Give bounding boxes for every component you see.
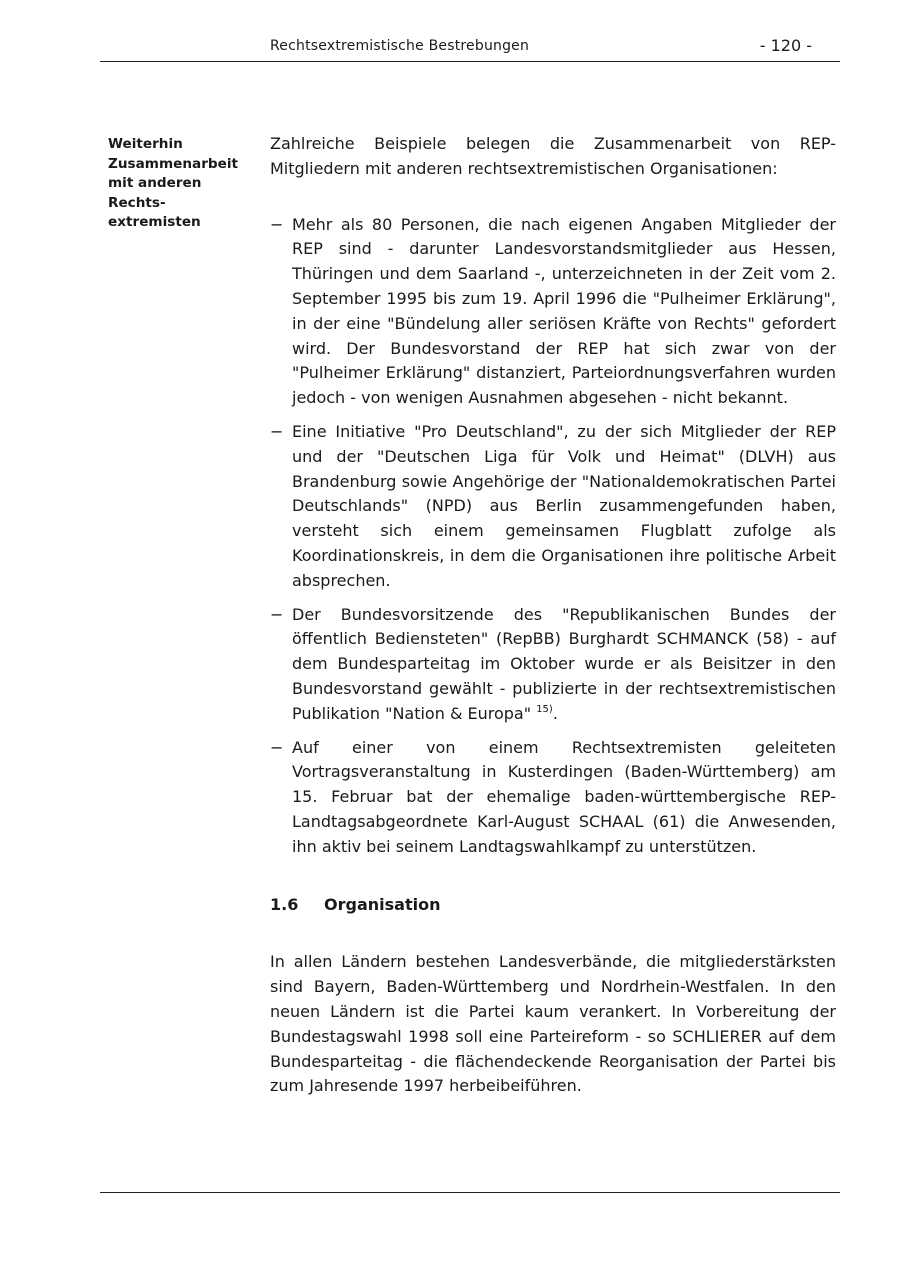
running-title: Rechtsextremistische Bestrebungen: [270, 38, 530, 54]
section-number: 1.6: [270, 894, 299, 914]
list-item-text-end: .: [552, 703, 558, 723]
footnote-reference[interactable]: 15): [536, 703, 553, 715]
list-item: [270, 213, 836, 411]
list-item: [270, 420, 836, 594]
list-item-text: Auf einer von einem Rechtsextremisten geleiteten Vortragsveranstaltung in Kusterdingen (Baden-Württemberg) am 15. Februar bat der ehemalige baden-württembergische REP-Landtagsabgeordnete Karl-August SCHAAL (61) die Anwesenden, ihn aktiv bei seinem Landtagswahlkampf zu unterstützen.: [292, 737, 836, 856]
footer-rule: [100, 1192, 840, 1193]
dash-marker: −: [270, 737, 284, 757]
dash-marker: −: [270, 604, 284, 624]
margin-note-line: Weiterhin: [108, 136, 183, 152]
margin-note-line: mit anderen Rechts-: [108, 175, 202, 211]
page-header: [100, 36, 840, 62]
dash-marker: −: [270, 214, 284, 234]
page-number: - 120 -: [759, 36, 812, 55]
list-item: [270, 736, 836, 860]
intro-paragraph: Zahlreiche Beispiele belegen die Zusammenarbeit von REP-Mitgliedern mit anderen rechtsextremistischen Organisationen:: [270, 134, 836, 178]
list-item-text: Der Bundesvorsitzende des "Republikanischen Bundes der öffentlich Bediensteten" (RepBB) Burghardt SCHMANCK (58) - auf dem Bundesparteitag im Oktober wurde er als Beisitzer in den Bundesvorstand gewählt - publizierte in der rechtsextremistischen Publikation "Nation & Europa": [292, 604, 836, 723]
margin-note: [108, 135, 263, 233]
section-paragraph: In allen Ländern bestehen Landesverbände, die mitgliederstärksten sind Bayern, Baden-Württemberg und Nordrhein-Westfalen. In den neuen Ländern ist die Partei kaum verankert. In Vorbereitung der Bundestagswahl 1998 soll eine Parteireform - so SCHLIERER auf dem Bundesparteitag - die flächendeckende Reorganisation der Partei bis zum Jahresende 1997 herbeibeiführen.: [270, 952, 836, 1096]
section-title: Organisation: [324, 894, 441, 914]
list-item-text: Eine Initiative "Pro Deutschland", zu der sich Mitglieder der REP und der "Deutschen Liga für Volk und Heimat" (DLVH) aus Brandenburg sowie Angehörige der "Nationaldemokratischen Partei Deutschlands" (NPD) aus Berlin zusammengefunden haben, versteht sich einem gemeinsamen Flugblatt zufolge als Koordinationskreis, in dem die Organisationen ihre politische Arbeit absprechen.: [292, 421, 836, 590]
margin-note-line: Zusammenarbeit: [108, 155, 239, 172]
bullet-list: [270, 213, 836, 860]
main-content: [270, 132, 836, 1099]
margin-note-line: extremisten: [108, 214, 201, 230]
list-item: [270, 603, 836, 727]
list-item-text: Mehr als 80 Personen, die nach eigenen Angaben Mitglieder der REP sind - darunter Landesvorstandsmitglieder aus Hessen, Thüringen und dem Saarland -, unterzeichneten in der Zeit vom 2. September 1995 bis zum 19. April 1996 die "Pulheimer Erklärung", in der eine "Bündelung aller seriösen Kräfte von Rechts" gefordert wird. Der Bundesvorstand der REP hat sich zwar von der "Pulheimer Erklärung" distanziert, Parteiordnungsverfahren wurden jedoch - von wenigen Ausnahmen abgesehen - nicht bekannt.: [292, 214, 836, 408]
dash-marker: −: [270, 421, 284, 441]
section-heading: [270, 893, 836, 918]
